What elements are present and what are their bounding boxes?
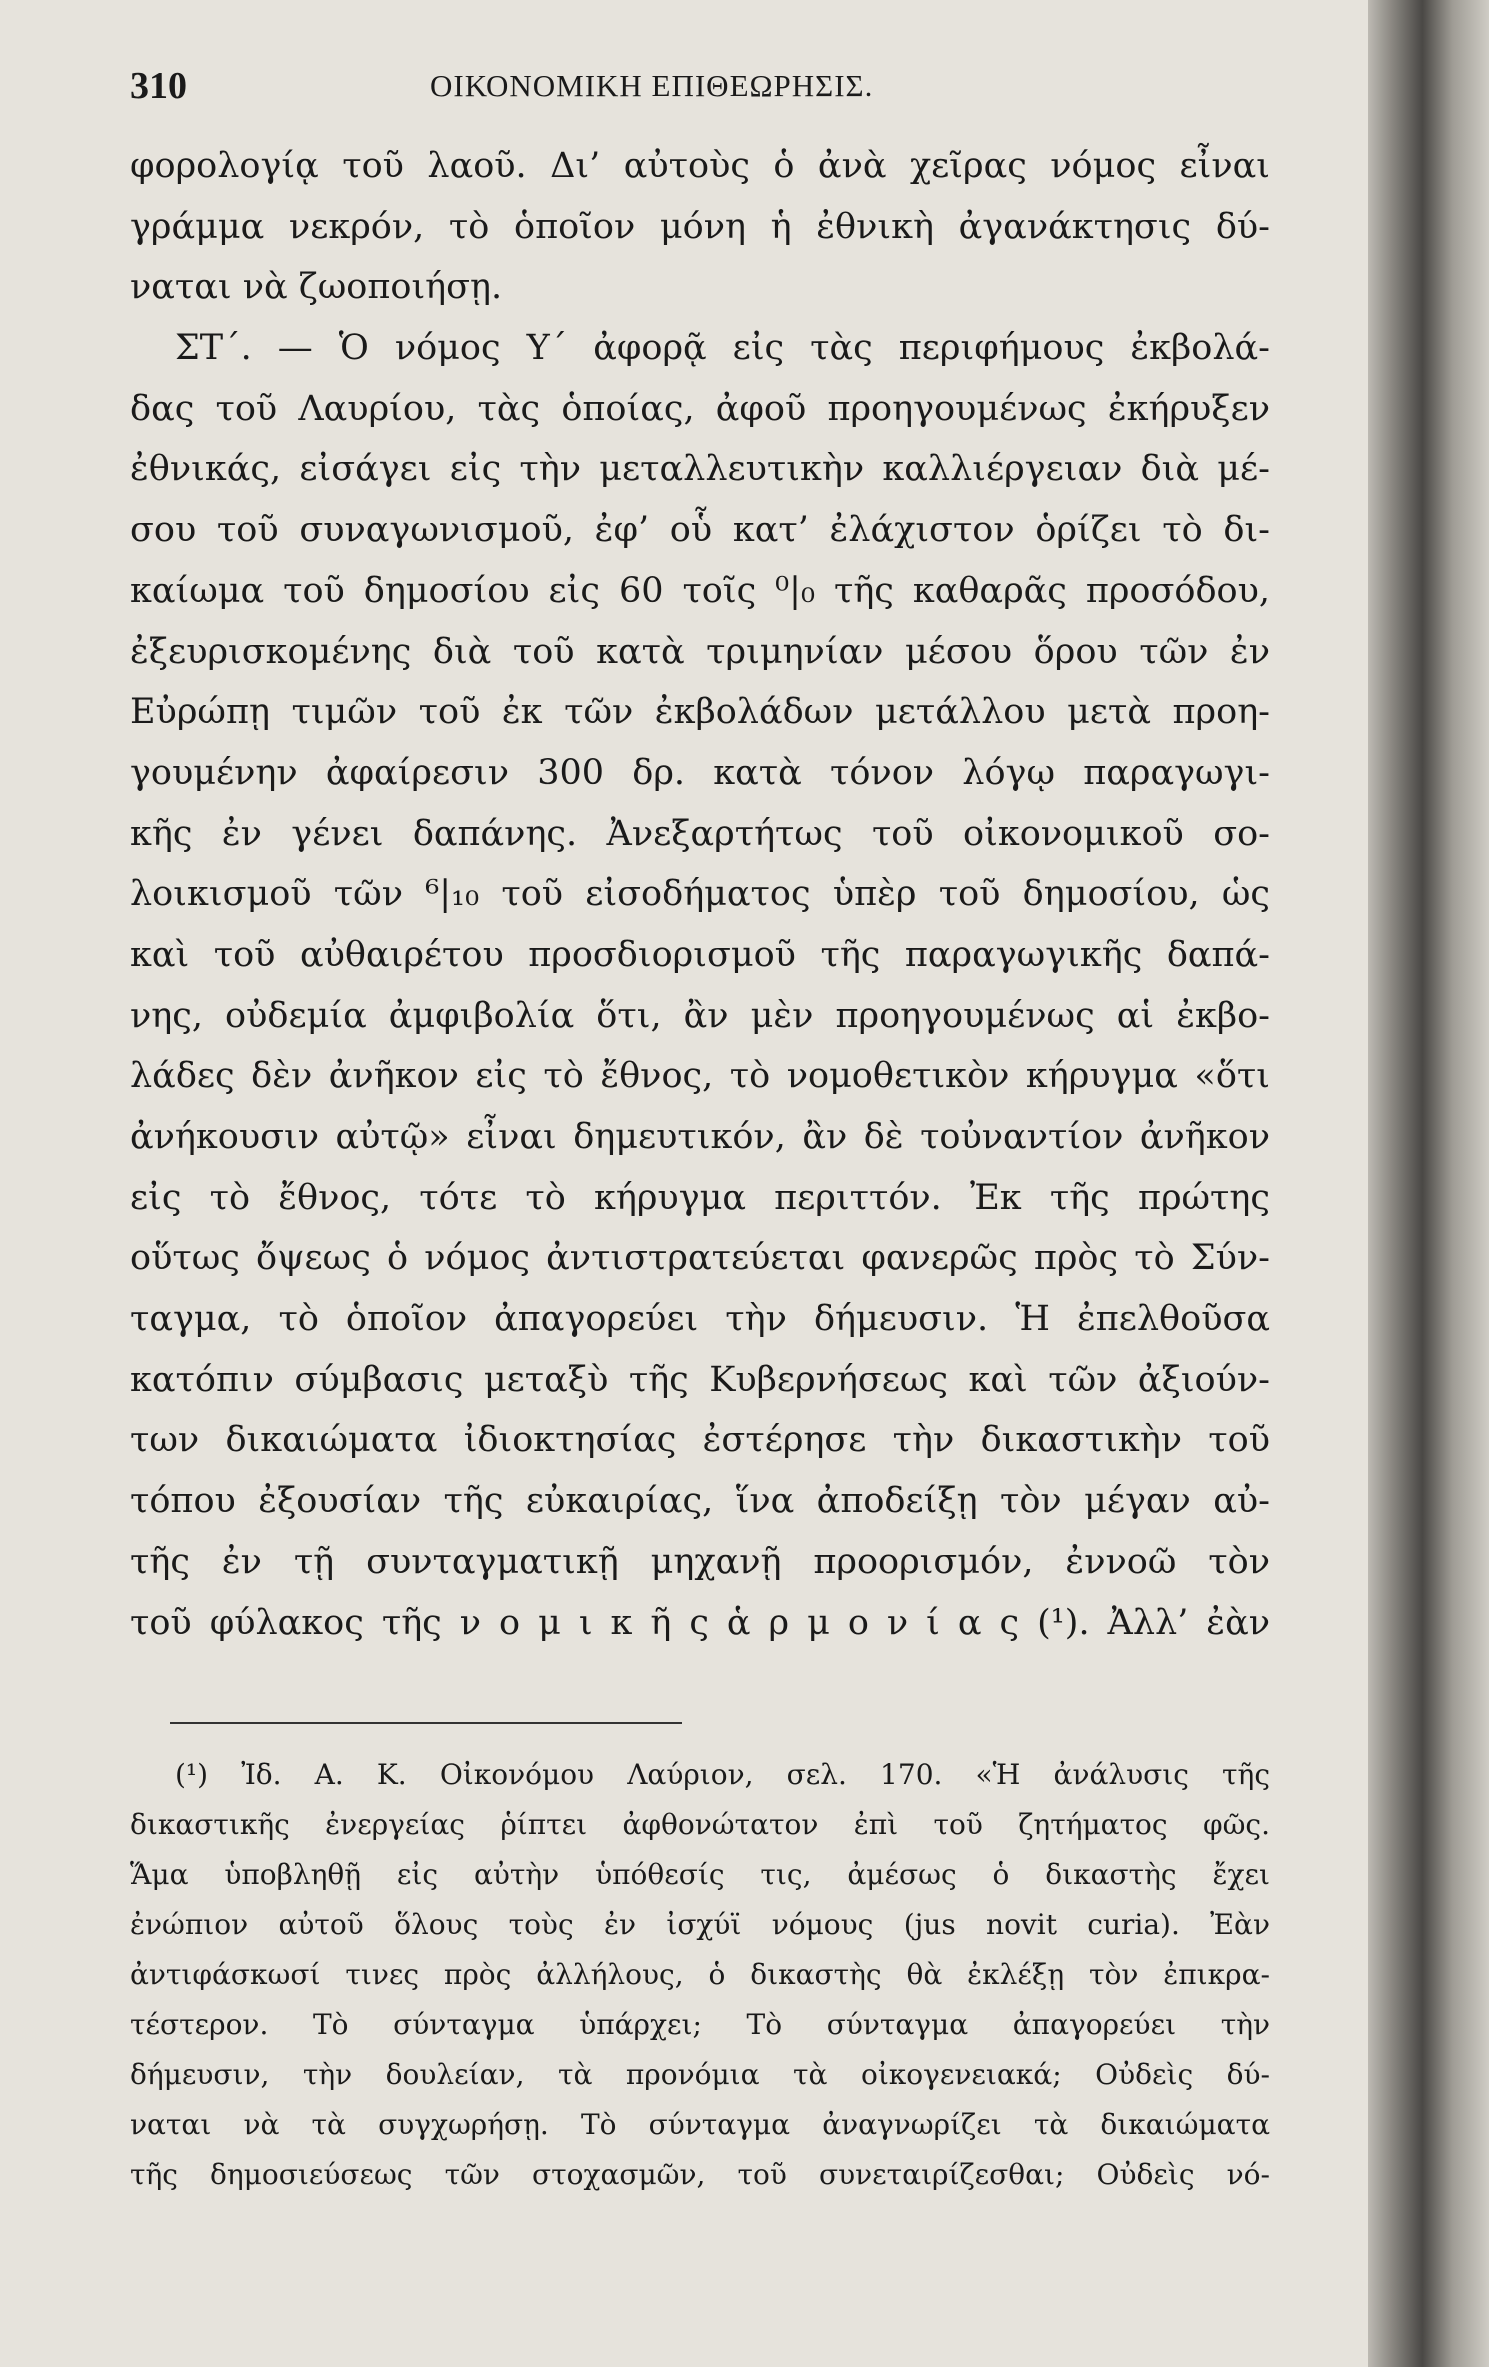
footnote-line: δικαστικῆς ἐνεργείας ῥίπτει ἀφθονώτατον ἐπὶ τοῦ ζητήματος φῶς. <box>130 1808 1270 1841</box>
text-line: λοικισμοῦ τῶν ⁶|₁₀ τοῦ εἰσοδήματος ὑπὲρ τοῦ δημοσίου, ὡς <box>130 874 1270 915</box>
text-line: τοῦ φύλακος τῆς ν ο μ ι κ ῆ ς ἁ ρ μ ο ν ί α ς (¹). Ἀλλ’ ἐὰν <box>130 1602 1270 1643</box>
text-line: σου τοῦ συναγωνισμοῦ, ἐφ’ οὗ κατ’ ἐλάχιστον ὁρίζει τὸ δι- <box>130 510 1270 551</box>
page-number: 310 <box>130 65 187 107</box>
text-line: εἰς τὸ ἔθνος, τότε τὸ κήρυγμα περιττόν. Ἐκ τῆς πρώτης <box>130 1177 1270 1218</box>
footnote-rule <box>170 1722 682 1724</box>
text-line: Εὐρώπῃ τιμῶν τοῦ ἐκ τῶν ἐκβολάδων μετάλλου μετὰ προη- <box>130 692 1270 733</box>
text-line: ἐθνικάς, εἰσάγει εἰς τὴν μεταλλευτικὴν καλλιέργειαν διὰ μέ- <box>130 449 1270 490</box>
text-line: ναται νὰ ζωοποιήσῃ. <box>130 267 503 308</box>
text-line: τόπου ἐξουσίαν τῆς εὐκαιρίας, ἵνα ἀποδείξῃ τὸν μέγαν αὐ- <box>130 1481 1270 1522</box>
footnote <box>130 1750 1270 2200</box>
footnote-line: (¹) Ἰδ. Α. Κ. Οἰκονόμου Λαύριον, σελ. 170. «Ἡ ἀνάλυσις τῆς <box>175 1758 1270 1791</box>
page-header <box>130 58 1350 118</box>
footnote-line: ἀντιφάσκωσί τινες πρὸς ἀλλήλους, ὁ δικαστὴς θὰ ἐκλέξῃ τὸν ἐπικρα- <box>130 1958 1270 1991</box>
text-line: οὕτως ὄψεως ὁ νόμος ἀντιστρατεύεται φανερῶς πρὸς τὸ Σύν- <box>130 1238 1270 1279</box>
text-line: καίωμα τοῦ δημοσίου εἰς 60 τοῖς ⁰|₀ τῆς καθαρᾶς προσόδου, <box>130 570 1270 611</box>
book-spine-shadow <box>1368 0 1489 2367</box>
text-line: των δικαιώματα ἰδιοκτησίας ἐστέρησε τὴν δικαστικὴν τοῦ <box>130 1420 1270 1461</box>
body-text <box>130 136 1270 1653</box>
footnote-line: δήμευσιν, τὴν δουλείαν, τὰ προνόμια τὰ οἰκογενειακά; Οὐδεὶς δύ- <box>130 2058 1270 2091</box>
text-line: κατόπιν σύμβασις μεταξὺ τῆς Κυβερνήσεως καὶ τῶν ἀξιούν- <box>130 1359 1270 1400</box>
text-line: καὶ τοῦ αὐθαιρέτου προσδιορισμοῦ τῆς παραγωγικῆς δαπά- <box>130 934 1270 975</box>
footnote-line: τέστερον. Τὸ σύνταγμα ὑπάρχει; Τὸ σύνταγμα ἀπαγορεύει τὴν <box>130 2008 1270 2041</box>
footnote-line: Ἅμα ὑποβληθῇ εἰς αὐτὴν ὑπόθεσίς τις, ἀμέσως ὁ δικαστὴς ἔχει <box>130 1858 1270 1891</box>
footnote-line: τῆς δημοσιεύσεως τῶν στοχασμῶν, τοῦ συνεταιρίζεσθαι; Οὐδεὶς νό- <box>130 2158 1270 2191</box>
text-line: λάδες δὲν ἀνῆκον εἰς τὸ ἔθνος, τὸ νομοθετικὸν κήρυγμα «ὅτι <box>130 1056 1270 1097</box>
text-line: κῆς ἐν γένει δαπάνης. Ἀνεξαρτήτως τοῦ οἰκονομικοῦ σο- <box>130 813 1270 854</box>
text-line: δας τοῦ Λαυρίου, τὰς ὁποίας, ἀφοῦ προηγουμένως ἐκήρυξεν <box>130 388 1270 429</box>
text-line: νης, οὐδεμία ἀμφιβολία ὅτι, ἂν μὲν προηγουμένως αἱ ἐκβο- <box>130 995 1270 1036</box>
running-title: ΟΙΚΟΝΟΜΙΚΗ ΕΠΙΘΕΩΡΗΣΙΣ. <box>430 68 874 103</box>
text-line: φορολογίᾳ τοῦ λαοῦ. Δι’ αὐτοὺς ὁ ἀνὰ χεῖρας νόμος εἶναι <box>130 146 1270 186</box>
text-line: τῆς ἐν τῇ συνταγματικῇ μηχανῇ προορισμόν, ἐννοῶ τὸν <box>130 1541 1270 1582</box>
text-line: ἀνήκουσιν αὐτῷ» εἶναι δημευτικόν, ἂν δὲ τοὐναντίον ἀνῆκον <box>130 1117 1270 1157</box>
text-line: ταγμα, τὸ ὁποῖον ἀπαγορεύει τὴν δήμευσιν. Ἡ ἐπελθοῦσα <box>130 1299 1270 1340</box>
footnote-line: ἐνώπιον αὐτοῦ ὅλους τοὺς ἐν ἰσχύϊ νόμους (jus novit curia). Ἐὰν <box>130 1908 1270 1941</box>
text-line: ἐξευρισκομένης διὰ τοῦ κατὰ τριμηνίαν μέσου ὅρου τῶν ἐν <box>130 631 1270 672</box>
footnote-line: ναται νὰ τὰ συγχωρήσῃ. Τὸ σύνταγμα ἀναγνωρίζει τὰ δικαιώματα <box>130 2108 1270 2141</box>
text-line: γουμένην ἀφαίρεσιν 300 δρ. κατὰ τόνον λόγῳ παραγωγι- <box>130 752 1270 793</box>
text-line: γράμμα νεκρόν, τὸ ὁποῖον μόνη ἡ ἐθνικὴ ἀγανάκτησις δύ- <box>130 206 1270 247</box>
text-line: ΣΤ΄. — Ὁ νόμος Υ΄ ἀφορᾷ εἰς τὰς περιφήμους ἐκβολά- <box>175 328 1270 369</box>
